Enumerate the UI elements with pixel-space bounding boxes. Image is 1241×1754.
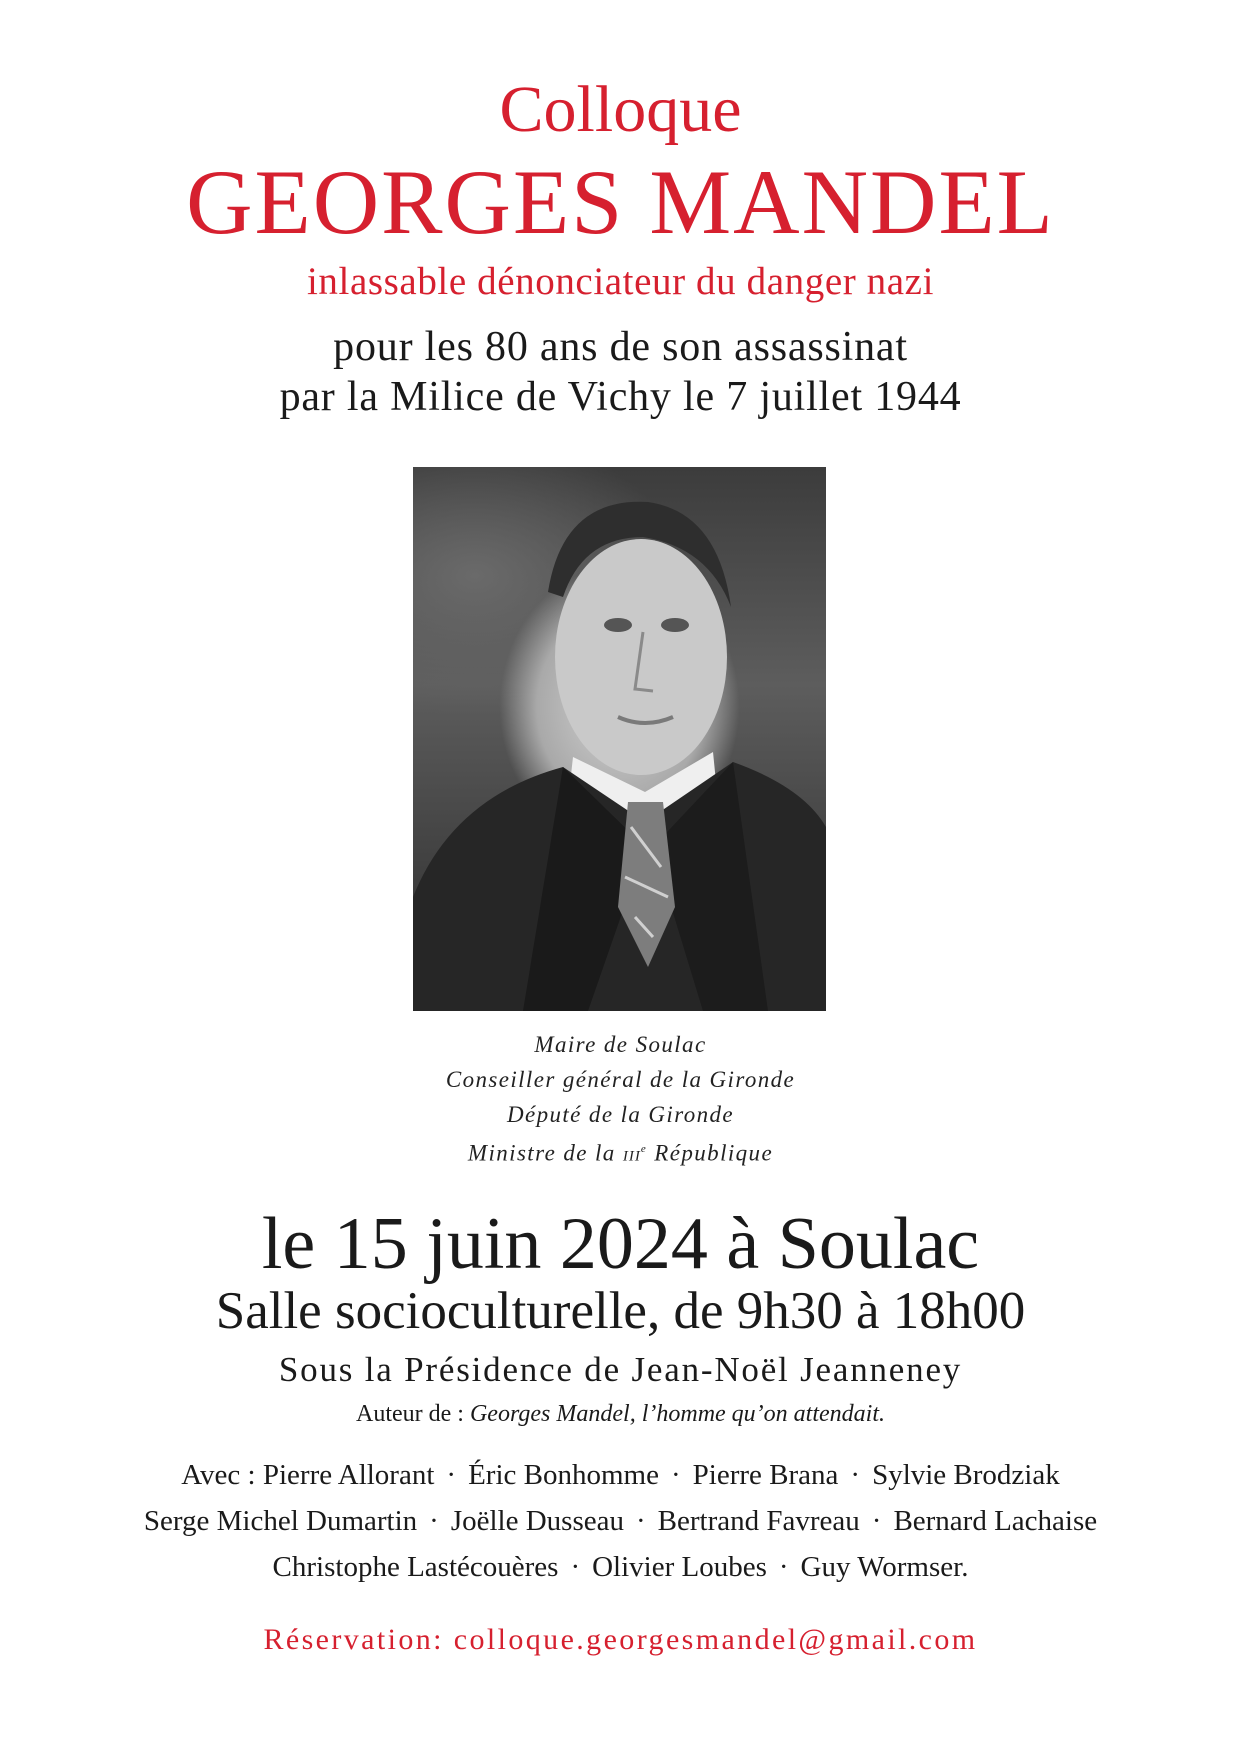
speaker-name: Joëlle Dusseau bbox=[450, 1505, 624, 1537]
speaker-separator: · bbox=[446, 1459, 457, 1491]
reservation-line bbox=[0, 1620, 1241, 1660]
reservation-label: Réservation: bbox=[263, 1623, 454, 1656]
speaker-name: Pierre Allorant bbox=[262, 1459, 435, 1491]
caption-minister-suffix: République bbox=[647, 1140, 774, 1166]
speaker-separator: · bbox=[778, 1551, 789, 1583]
colloque-label: Colloque bbox=[499, 73, 742, 146]
author-book-title: Georges Mandel, l’homme qu’on attendait. bbox=[469, 1401, 885, 1427]
speaker-separator: · bbox=[635, 1505, 646, 1537]
speaker-separator: · bbox=[871, 1505, 882, 1537]
event-subtitle: inlassable dénonciateur du danger nazi bbox=[306, 260, 935, 303]
caption-councillor: Conseiller général de la Gironde bbox=[445, 1067, 796, 1092]
caption-minister-prefix: Ministre de la bbox=[467, 1140, 623, 1166]
event-title: GEORGES MANDEL bbox=[186, 151, 1055, 253]
speaker-name: Pierre Brana bbox=[692, 1459, 839, 1491]
speaker-name: Bertrand Favreau bbox=[657, 1505, 860, 1537]
author-line bbox=[0, 1398, 1241, 1430]
speaker-name: Sylvie Brodziak bbox=[872, 1459, 1060, 1491]
event-venue-time: Salle socioculturelle, de 9h30 à 18h00 bbox=[215, 1282, 1026, 1340]
speakers-prefix: Avec : bbox=[181, 1459, 263, 1491]
occasion-line-2: par la Milice de Vichy le 7 juillet 1944 bbox=[279, 374, 962, 420]
speaker-name: Olivier Loubes bbox=[592, 1551, 767, 1583]
author-prefix: Auteur de : bbox=[356, 1401, 470, 1427]
event-date-place: le 15 juin 2024 à Soulac bbox=[261, 1203, 980, 1285]
reservation-email-link[interactable]: colloque.georgesmandel@gmail.com bbox=[453, 1623, 978, 1656]
speaker-name: Serge Michel Dumartin bbox=[143, 1505, 418, 1537]
speaker-name: Éric Bonhomme bbox=[468, 1459, 659, 1491]
portrait-photo bbox=[413, 467, 826, 1011]
caption-deputy: Député de la Gironde bbox=[506, 1102, 735, 1127]
caption-roman-numeral: III bbox=[622, 1148, 641, 1165]
speaker-separator: · bbox=[570, 1551, 581, 1583]
caption-minister bbox=[0, 1132, 1241, 1175]
speakers-line-3 bbox=[0, 1544, 1241, 1590]
occasion-line-1: pour les 80 ans de son assassinat bbox=[333, 324, 908, 370]
portrait-silhouette bbox=[413, 467, 826, 1011]
caption-ordinal: e bbox=[640, 1143, 648, 1155]
speakers-line-2 bbox=[0, 1498, 1241, 1544]
event-presidency: Sous la Présidence de Jean-Noël Jeanneney bbox=[278, 1350, 963, 1389]
speaker-separator: · bbox=[850, 1459, 861, 1491]
speaker-separator: · bbox=[429, 1505, 439, 1537]
speaker-name: Christophe Lastécouères bbox=[272, 1551, 559, 1583]
speakers-line-1 bbox=[0, 1452, 1241, 1498]
speaker-name: Bernard Lachaise bbox=[893, 1505, 1098, 1537]
speaker-name: Guy Wormser. bbox=[800, 1551, 969, 1583]
caption-mayor: Maire de Soulac bbox=[534, 1032, 707, 1057]
speaker-separator: · bbox=[670, 1459, 681, 1491]
